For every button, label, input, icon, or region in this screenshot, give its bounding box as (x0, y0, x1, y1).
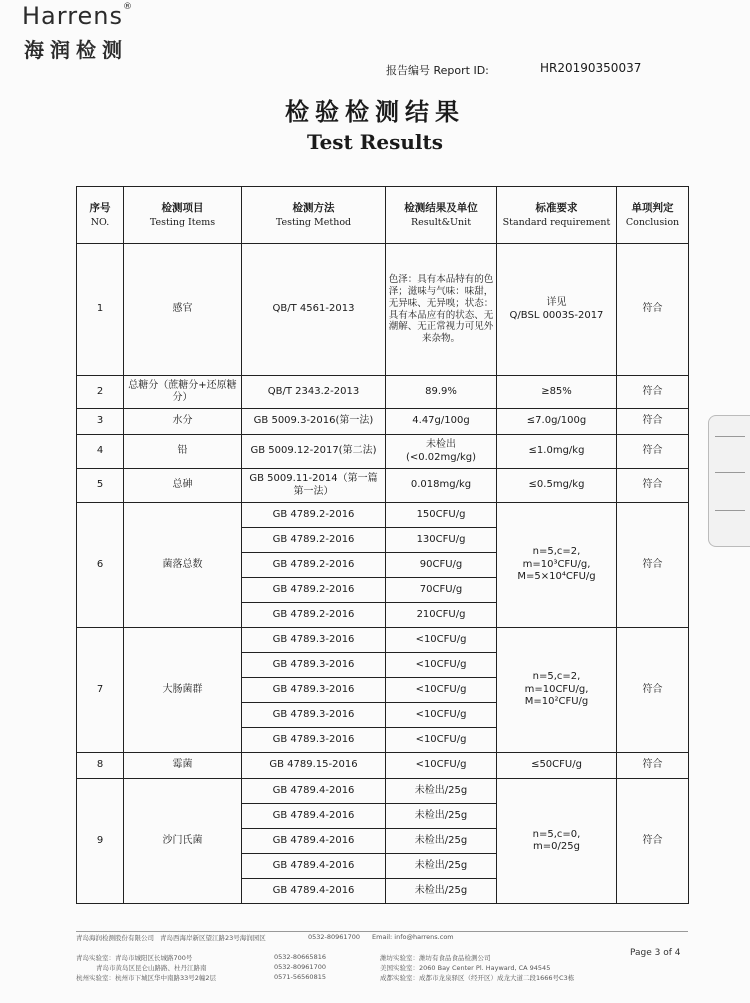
cell-result: 70CFU/g (386, 578, 497, 603)
cell-result: 未检出/25g (386, 879, 497, 904)
cell-method: GB 4789.3-2016 (242, 703, 386, 728)
cell-no: 9 (77, 779, 124, 904)
page-number: Page 3 of 4 (630, 948, 681, 958)
footer-chengdu-lab: 成都实验室：成都市龙泉驿区（经开区）成龙大道二段1666号C3栋 (380, 974, 575, 982)
column-header-result: 检测结果及单位 Result&Unit (386, 187, 497, 244)
cell-method: GB 4789.4-2016 (242, 829, 386, 854)
column-header-method: 检测方法 Testing Method (242, 187, 386, 244)
cell-result: <10CFU/g (386, 753, 497, 779)
cell-result: 90CFU/g (386, 553, 497, 578)
cell-no: 6 (77, 503, 124, 628)
column-header-standard: 标准要求 Standard requirement (497, 187, 617, 244)
footer-lab-3: 杭州实验室：杭州市下城区华中南路33号2幢2层 (76, 974, 217, 982)
company-logo (22, 2, 133, 30)
cell-method: GB 4789.4-2016 (242, 854, 386, 879)
table-row (77, 753, 689, 779)
footer-lab-phone-1: 0532-80665816 (274, 953, 326, 961)
cell-method: GB 4789.4-2016 (242, 779, 386, 804)
footer-lab-phone-2: 0532-80961700 (274, 963, 326, 971)
cell-result: 89.9% (386, 376, 497, 409)
cell-result: 未检出/25g (386, 779, 497, 804)
cell-method: QB/T 4561-2013 (242, 244, 386, 376)
cell-conclusion: 符合 (617, 628, 689, 753)
cell-result: 未检出/25g (386, 854, 497, 879)
test-results-table (76, 186, 689, 904)
cell-conclusion: 符合 (617, 376, 689, 409)
cell-no: 1 (77, 244, 124, 376)
cell-method: GB 4789.4-2016 (242, 879, 386, 904)
footer-lab-2: 青岛市黄岛区昆仑山路路、杜丹江路南 (96, 964, 207, 972)
cell-item: 总糖分（蔗糖分+还原糖分） (124, 376, 242, 409)
cell-standard: ≤50CFU/g (497, 753, 617, 779)
cell-result: <10CFU/g (386, 628, 497, 653)
cell-method: GB 4789.2-2016 (242, 578, 386, 603)
cell-method: GB 4789.3-2016 (242, 728, 386, 753)
table-row (77, 469, 689, 503)
report-id-value: HR20190350037 (540, 61, 642, 75)
cell-result: 0.018mg/kg (386, 469, 497, 503)
cell-conclusion: 符合 (617, 409, 689, 435)
cell-no: 7 (77, 628, 124, 753)
table-row (77, 503, 689, 528)
cell-standard: 详见 Q/BSL 0003S-2017 (497, 244, 617, 376)
cell-method: GB 4789.2-2016 (242, 528, 386, 553)
table-row (77, 779, 689, 804)
table-row (77, 376, 689, 409)
cell-conclusion: 符合 (617, 435, 689, 469)
cell-item: 感官 (124, 244, 242, 376)
cell-method: GB 4789.15-2016 (242, 753, 386, 779)
footer-lab-1: 青岛实验室：青岛市城阳区长城路700号 (76, 954, 193, 962)
cell-item: 水分 (124, 409, 242, 435)
cell-no: 2 (77, 376, 124, 409)
cell-result: 未检出/25g (386, 804, 497, 829)
cell-standard: ≤7.0g/100g (497, 409, 617, 435)
column-header-no: 序号 NO. (77, 187, 124, 244)
footer-us-lab: 美国实验室：2060 Bay Center Pl. Hayward, CA 94545 (380, 964, 551, 972)
footer-lab-phone-3: 0571-56560815 (274, 973, 326, 981)
cell-result: <10CFU/g (386, 728, 497, 753)
table-row (77, 409, 689, 435)
cell-result: 未检出 (<0.02mg/kg) (386, 435, 497, 469)
cell-no: 3 (77, 409, 124, 435)
footer-weifang-lab: 潍坊实验室：潍坊有食品食品检测公司 (380, 954, 491, 962)
cell-conclusion: 符合 (617, 469, 689, 503)
column-header-item: 检测项目 Testing Items (124, 187, 242, 244)
footer-email: Email: info@harrens.com (372, 933, 454, 941)
cell-method: QB/T 2343.2-2013 (242, 376, 386, 409)
cell-result: 4.47g/100g (386, 409, 497, 435)
cell-result: <10CFU/g (386, 703, 497, 728)
report-id (386, 61, 642, 78)
cell-item: 沙门氏菌 (124, 779, 242, 904)
cell-result: 未检出/25g (386, 829, 497, 854)
cell-method: GB 4789.2-2016 (242, 603, 386, 628)
footer-address: 青岛西海岸新区望江路23号海润园区 (160, 934, 266, 942)
cell-method: GB 4789.3-2016 (242, 628, 386, 653)
cell-no: 4 (77, 435, 124, 469)
brand-name-en: Harrens (22, 2, 124, 30)
table-header-row (77, 187, 689, 244)
cell-result: 色泽：具有本品特有的色泽；滋味与气味：味甜，无异味、无异嗅；状态：具有本品应有的状态、无潮解、无正常视力可见外来杂物。 (386, 244, 497, 376)
cell-result: 130CFU/g (386, 528, 497, 553)
cell-result: 150CFU/g (386, 503, 497, 528)
cell-item: 菌落总数 (124, 503, 242, 628)
table-row (77, 244, 689, 376)
cell-item: 总砷 (124, 469, 242, 503)
cell-standard: ≤1.0mg/kg (497, 435, 617, 469)
cell-item: 铅 (124, 435, 242, 469)
cell-item: 大肠菌群 (124, 628, 242, 753)
column-header-conclusion: 单项判定 Conclusion (617, 187, 689, 244)
cell-standard: ≥85% (497, 376, 617, 409)
cell-item: 霉菌 (124, 753, 242, 779)
cell-standard: ≤0.5mg/kg (497, 469, 617, 503)
brand-name-cn: 海润检测 (24, 38, 128, 62)
registered-mark: ® (123, 2, 134, 12)
cell-standard: n=5,c=0, m=0/25g (497, 779, 617, 904)
cell-result: <10CFU/g (386, 678, 497, 703)
page-title-en: Test Results (306, 130, 443, 154)
table-row (77, 628, 689, 653)
cell-method: GB 4789.2-2016 (242, 553, 386, 578)
cell-method: GB 4789.3-2016 (242, 653, 386, 678)
cell-method: GB 5009.12-2017(第二法) (242, 435, 386, 469)
cell-conclusion: 符合 (617, 244, 689, 376)
table-row (77, 435, 689, 469)
cell-method: GB 4789.3-2016 (242, 678, 386, 703)
cell-no: 8 (77, 753, 124, 779)
cell-conclusion: 符合 (617, 503, 689, 628)
cell-method: GB 4789.4-2016 (242, 804, 386, 829)
page-edge-seal (708, 415, 750, 547)
footer-divider (76, 931, 688, 932)
cell-no: 5 (77, 469, 124, 503)
cell-method: GB 5009.11-2014（第一篇 第一法） (242, 469, 386, 503)
footer-company: 青岛海润检测股份有限公司 (76, 934, 154, 942)
cell-standard: n=5,c=2, m=10CFU/g, M=10²CFU/g (497, 628, 617, 753)
cell-result: <10CFU/g (386, 653, 497, 678)
cell-method: GB 4789.2-2016 (242, 503, 386, 528)
footer-phone: 0532-80961700 (308, 933, 360, 941)
cell-standard: n=5,c=2, m=10³CFU/g, M=5×10⁴CFU/g (497, 503, 617, 628)
cell-method: GB 5009.3-2016(第一法) (242, 409, 386, 435)
cell-conclusion: 符合 (617, 753, 689, 779)
page-title-cn: 检验检测结果 (285, 98, 465, 126)
report-id-label: 报告编号 Report ID: (386, 64, 489, 77)
cell-conclusion: 符合 (617, 779, 689, 904)
cell-result: 210CFU/g (386, 603, 497, 628)
